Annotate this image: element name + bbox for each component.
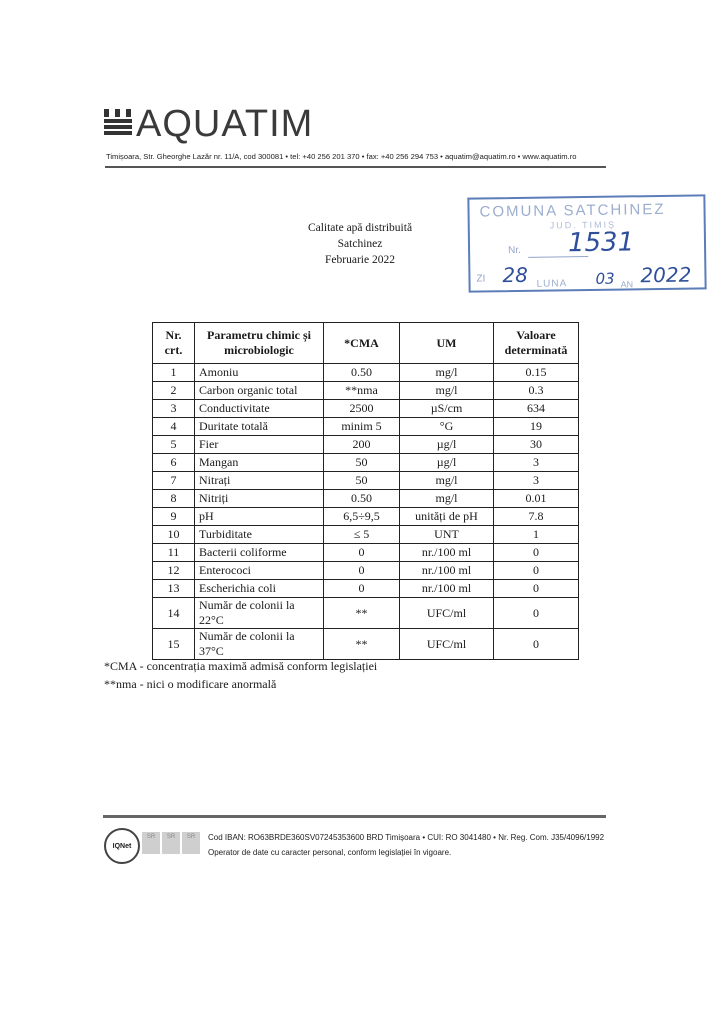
company-logo bbox=[104, 105, 313, 143]
footer-divider bbox=[103, 815, 606, 818]
table-body bbox=[153, 364, 579, 660]
table-row bbox=[153, 629, 579, 660]
cell-value: 3 bbox=[494, 472, 579, 490]
cell-cma: 0.50 bbox=[324, 490, 400, 508]
cell-um: nr./100 ml bbox=[400, 562, 494, 580]
header-nr: Nr. crt. bbox=[153, 323, 195, 364]
note-nma: **nma - nici o modificare anormală bbox=[104, 677, 277, 691]
cell-parameter: Conductivitate bbox=[195, 400, 324, 418]
cell-um: mg/l bbox=[400, 490, 494, 508]
stamp-title: COMUNA SATCHINEZ bbox=[479, 200, 666, 221]
cell-parameter: Nitrați bbox=[195, 472, 324, 490]
cell-value: 634 bbox=[494, 400, 579, 418]
stamp-day: 28 bbox=[502, 262, 529, 288]
cell-parameter: Număr de colonii la 22°C bbox=[195, 598, 324, 629]
castle-wave-icon bbox=[104, 109, 132, 139]
cell-cma: 0 bbox=[324, 544, 400, 562]
certification-seal-icon bbox=[104, 828, 140, 864]
table-row bbox=[153, 490, 579, 508]
cell-value: 1 bbox=[494, 526, 579, 544]
footer-bank-details: Cod IBAN: RO63BRDE360SV07245353600 BRD Timișoara • CUI: RO 3041480 • Nr. Reg. Com. J35/4096/1992 bbox=[208, 833, 605, 842]
stamp-nr-label: Nr. bbox=[508, 244, 521, 257]
cell-value: 0.15 bbox=[494, 364, 579, 382]
cell-nr: 15 bbox=[153, 629, 195, 660]
stamp-registration-number: 1531 bbox=[567, 227, 635, 259]
company-address: Timișoara, Str. Gheorghe Lazăr nr. 11/A, cod 300081 • tel: +40 256 201 370 • fax: +40 256 294 753 • aquatim@aquatim.ro • www.aquatim.ro bbox=[106, 152, 577, 161]
cert-badge-icon: SR bbox=[182, 832, 200, 854]
header-parameter: Parametru chimic și microbiologic bbox=[195, 323, 324, 364]
cell-value: 7.8 bbox=[494, 508, 579, 526]
cell-um: UFC/ml bbox=[400, 598, 494, 629]
cell-nr: 13 bbox=[153, 580, 195, 598]
cell-value: 0 bbox=[494, 562, 579, 580]
cell-nr: 2 bbox=[153, 382, 195, 400]
cell-value: 0 bbox=[494, 580, 579, 598]
table-row bbox=[153, 598, 579, 629]
cell-cma: minim 5 bbox=[324, 418, 400, 436]
cell-value: 0 bbox=[494, 629, 579, 660]
cell-parameter: Bacterii coliforme bbox=[195, 544, 324, 562]
cert-label: IQNet bbox=[112, 842, 132, 850]
cell-cma: 0.50 bbox=[324, 364, 400, 382]
doc-title: Calitate apă distribuită bbox=[307, 222, 413, 234]
cell-um: UFC/ml bbox=[400, 629, 494, 660]
cell-cma: 50 bbox=[324, 472, 400, 490]
cell-um: °G bbox=[400, 418, 494, 436]
cell-value: 30 bbox=[494, 436, 579, 454]
water-quality-table bbox=[152, 322, 579, 660]
cell-um: nr./100 ml bbox=[400, 544, 494, 562]
cell-cma: 2500 bbox=[324, 400, 400, 418]
table-row bbox=[153, 580, 579, 598]
header-value: Valoare determinată bbox=[494, 323, 579, 364]
cell-cma: 0 bbox=[324, 580, 400, 598]
table-row bbox=[153, 562, 579, 580]
cell-nr: 9 bbox=[153, 508, 195, 526]
cell-um: µg/l bbox=[400, 454, 494, 472]
table-header-row bbox=[153, 323, 579, 364]
cell-cma: 6,5÷9,5 bbox=[324, 508, 400, 526]
table-row bbox=[153, 436, 579, 454]
table-row bbox=[153, 418, 579, 436]
cell-value: 0.01 bbox=[494, 490, 579, 508]
cell-parameter: Enterococi bbox=[195, 562, 324, 580]
stamp-day-label: ZI bbox=[476, 273, 486, 285]
table-row bbox=[153, 544, 579, 562]
cell-cma: **nma bbox=[324, 382, 400, 400]
cell-parameter: pH bbox=[195, 508, 324, 526]
cell-um: µS/cm bbox=[400, 400, 494, 418]
cell-parameter: Nitriți bbox=[195, 490, 324, 508]
cell-nr: 8 bbox=[153, 490, 195, 508]
stamp-year-label: AN bbox=[620, 279, 634, 290]
stamp-month-label: LUNA bbox=[536, 278, 568, 290]
cell-parameter: Duritate totală bbox=[195, 418, 324, 436]
cell-value: 3 bbox=[494, 454, 579, 472]
cell-parameter: Amoniu bbox=[195, 364, 324, 382]
table-row bbox=[153, 382, 579, 400]
logo-text: AQUATIM bbox=[136, 103, 314, 145]
certification-badges bbox=[142, 832, 200, 854]
cell-cma: ** bbox=[324, 629, 400, 660]
table-row bbox=[153, 400, 579, 418]
doc-period: Februarie 2022 bbox=[325, 254, 395, 266]
cell-parameter: Fier bbox=[195, 436, 324, 454]
cell-cma: ** bbox=[324, 598, 400, 629]
table-row bbox=[153, 472, 579, 490]
table-row bbox=[153, 454, 579, 472]
stamp-month: 03 bbox=[595, 269, 615, 288]
table-row bbox=[153, 526, 579, 544]
cell-cma: 0 bbox=[324, 562, 400, 580]
cell-parameter: Carbon organic total bbox=[195, 382, 324, 400]
cell-nr: 5 bbox=[153, 436, 195, 454]
footer-data-operator: Operator de date cu caracter personal, conform legislației în vigoare. bbox=[208, 848, 452, 857]
cell-um: µg/l bbox=[400, 436, 494, 454]
cell-um: mg/l bbox=[400, 364, 494, 382]
header-um: UM bbox=[400, 323, 494, 364]
table-row bbox=[153, 364, 579, 382]
cell-um: mg/l bbox=[400, 382, 494, 400]
stamp-subtitle: JUD. TIMIȘ bbox=[549, 219, 617, 231]
cell-parameter: Escherichia coli bbox=[195, 580, 324, 598]
cert-badge-icon: SR bbox=[162, 832, 180, 854]
cell-nr: 3 bbox=[153, 400, 195, 418]
stamp-year: 2022 bbox=[640, 262, 692, 288]
cell-cma: 200 bbox=[324, 436, 400, 454]
header-divider bbox=[105, 166, 606, 168]
cell-nr: 7 bbox=[153, 472, 195, 490]
doc-locality: Satchinez bbox=[337, 238, 383, 250]
cell-nr: 6 bbox=[153, 454, 195, 472]
cell-cma: ≤ 5 bbox=[324, 526, 400, 544]
header-cma: *CMA bbox=[324, 323, 400, 364]
cell-nr: 4 bbox=[153, 418, 195, 436]
cell-um: mg/l bbox=[400, 472, 494, 490]
table-row bbox=[153, 508, 579, 526]
cell-nr: 12 bbox=[153, 562, 195, 580]
cell-parameter: Mangan bbox=[195, 454, 324, 472]
cell-um: unități de pH bbox=[400, 508, 494, 526]
cell-um: UNT bbox=[400, 526, 494, 544]
note-cma: *CMA - concentrația maximă admisă conform legislației bbox=[104, 659, 378, 673]
registration-stamp bbox=[467, 194, 706, 292]
cell-cma: 50 bbox=[324, 454, 400, 472]
cell-parameter: Turbiditate bbox=[195, 526, 324, 544]
cell-value: 0.3 bbox=[494, 382, 579, 400]
cell-value: 0 bbox=[494, 544, 579, 562]
cell-um: nr./100 ml bbox=[400, 580, 494, 598]
cell-parameter: Număr de colonii la 37°C bbox=[195, 629, 324, 660]
cell-nr: 14 bbox=[153, 598, 195, 629]
cell-nr: 1 bbox=[153, 364, 195, 382]
cell-nr: 10 bbox=[153, 526, 195, 544]
cell-value: 0 bbox=[494, 598, 579, 629]
cert-badge-icon: SR bbox=[142, 832, 160, 854]
cell-nr: 11 bbox=[153, 544, 195, 562]
cell-value: 19 bbox=[494, 418, 579, 436]
